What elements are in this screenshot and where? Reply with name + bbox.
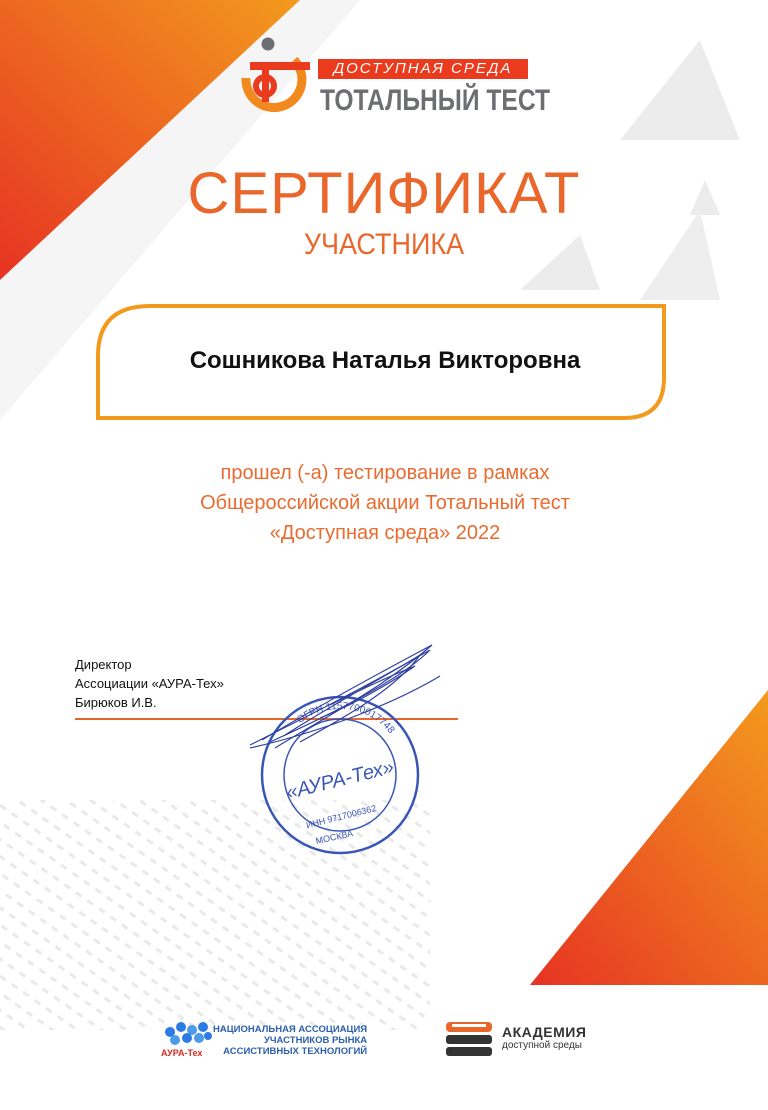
aura-logo-caption: АУРА-Тех bbox=[161, 1048, 203, 1058]
brand-line-2: ТОТАЛЬНЫЙ ТЕСТ bbox=[320, 84, 551, 117]
brand-line-1: ДОСТУПНАЯ СРЕДА bbox=[318, 59, 528, 79]
aura-tech-logo bbox=[165, 1022, 212, 1045]
recipient-name: Сошникова Наталья Викторовна bbox=[189, 347, 581, 374]
org1-line-2: УЧАСТНИКОВ РЫНКА bbox=[263, 1035, 368, 1046]
body-line-2: Общероссийской акции Тотальный тест bbox=[200, 492, 570, 514]
footer-org-1 bbox=[213, 1024, 367, 1057]
org2-subtitle: доступной среды bbox=[502, 1040, 582, 1051]
signatory-organization: Ассоциации «АУРА-Тех» bbox=[75, 676, 224, 691]
stamp-ogrn: ОГРН 1157700017748 bbox=[295, 700, 397, 736]
certificate-title: СЕРТИФИКАТ bbox=[187, 161, 581, 226]
stamp-inn: ИНН 9717006362 bbox=[305, 803, 378, 831]
signatory-name: Бирюков И.В. bbox=[75, 695, 157, 710]
body-line-3: «Доступная среда» 2022 bbox=[269, 522, 501, 544]
org2-title: АКАДЕМИЯ bbox=[502, 1024, 587, 1040]
stamp-city: МОСКВА bbox=[314, 828, 354, 846]
footer-org-2 bbox=[502, 1024, 586, 1051]
signatory-position: Директор bbox=[75, 657, 132, 672]
org1-line-3: АССИСТИВНЫХ ТЕХНОЛОГИЙ bbox=[223, 1046, 368, 1057]
org1-line-1: НАЦИОНАЛЬНАЯ АССОЦИАЦИЯ bbox=[213, 1024, 368, 1035]
academy-logo-icon bbox=[446, 1022, 492, 1056]
body-line-1: прошел (-а) тестирование в рамках bbox=[220, 462, 550, 484]
stamp-center-text: «АУРА-Тех» bbox=[283, 756, 397, 804]
certificate-subtitle: УЧАСТНИКА bbox=[303, 228, 465, 261]
